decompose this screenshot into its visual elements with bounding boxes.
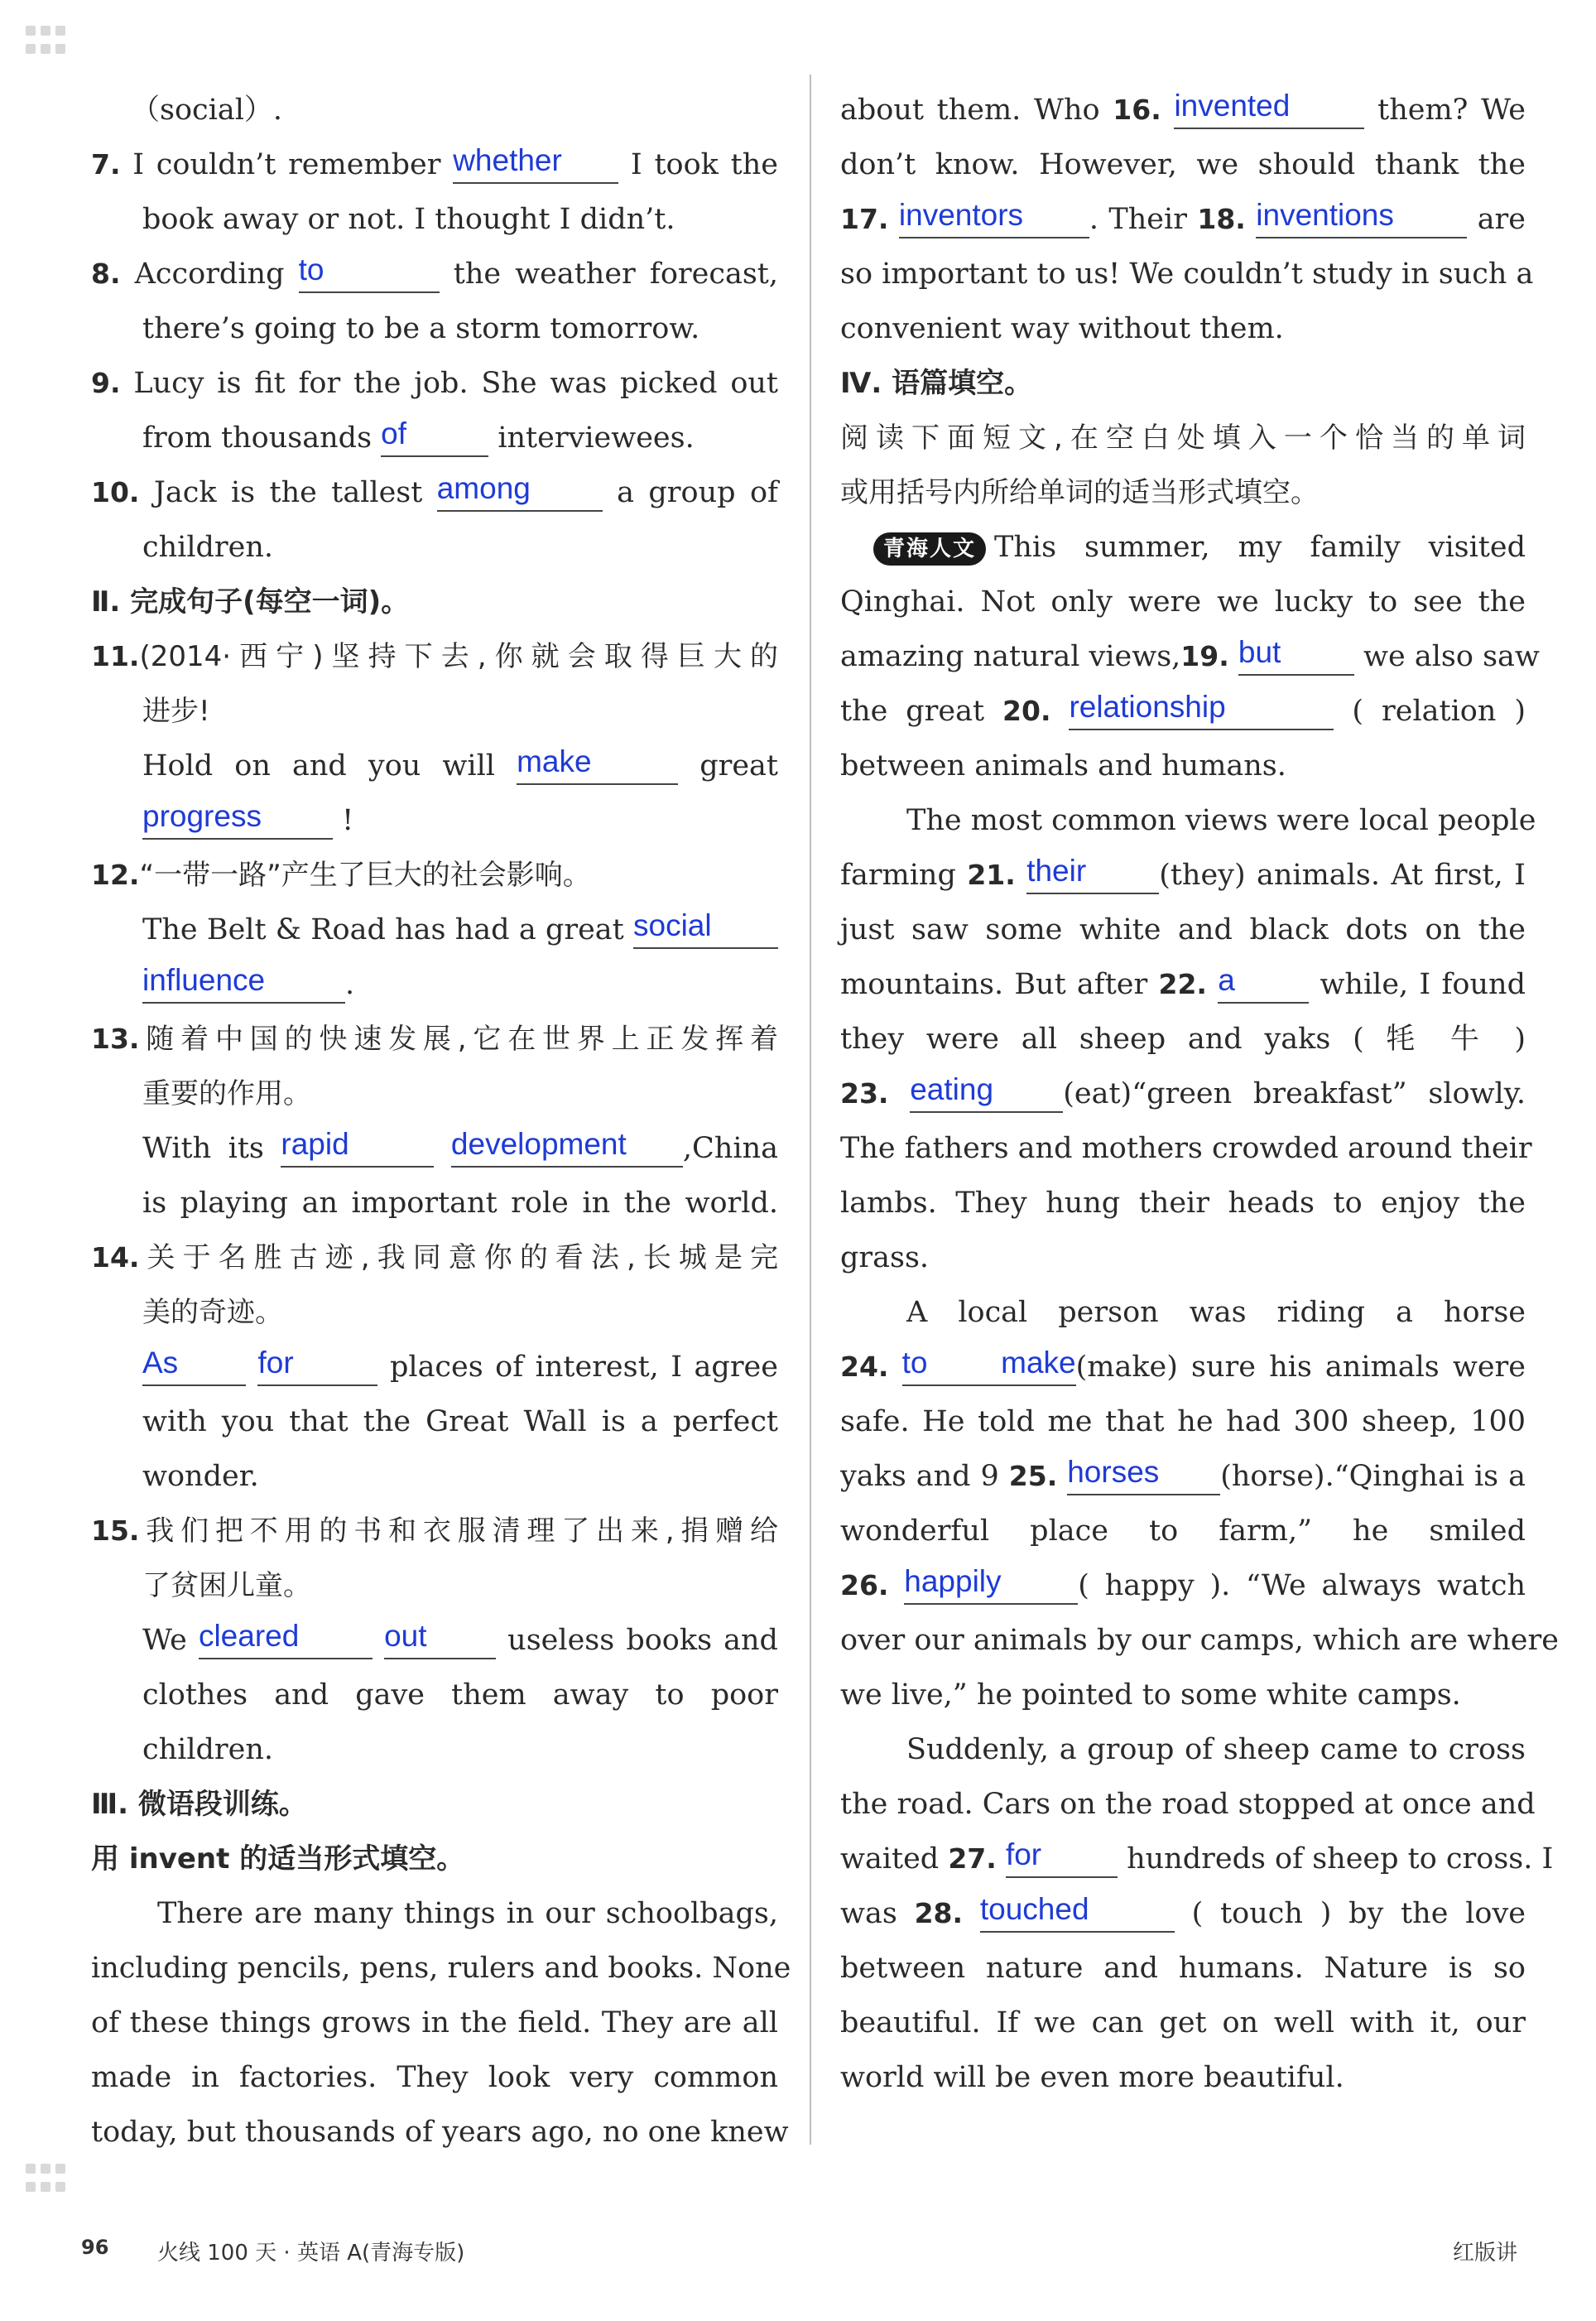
text-span: I couldn’t remember: [132, 148, 441, 181]
section-instruction-4: 阅读下面短文,在空白处填入一个恰当的单词: [840, 421, 1526, 455]
text-span: !: [342, 804, 354, 837]
text-line: wonderful place to farm,” he smiled: [840, 1514, 1526, 1548]
answer-blank: [904, 1563, 1078, 1605]
text-span: ( touch ) by the love: [1191, 1897, 1526, 1930]
answer-text: eating: [910, 1072, 994, 1106]
text-line: [840, 1832, 1554, 1886]
text-line: [840, 83, 1526, 137]
text-span: [41, 2164, 50, 2174]
text-span: 16.: [1113, 94, 1161, 126]
text-span: 19.: [1180, 640, 1229, 672]
text-span: 18.: [1197, 203, 1246, 235]
text-line: （social）.: [131, 94, 283, 127]
section-instruction-3: 用 invent 的适当形式填空。: [91, 1842, 465, 1876]
answer-blank: [1026, 853, 1159, 894]
text-line: beautiful. If we can get on well with it, our: [840, 2006, 1526, 2039]
text-span: waited: [840, 1842, 940, 1876]
answer-text: As: [142, 1346, 179, 1380]
answer-text: of: [381, 417, 407, 450]
text-span: ( relation ): [1352, 695, 1526, 728]
text-line: [91, 793, 778, 848]
section-instruction-4: 或用括号内所给单词的适当形式填空。: [840, 476, 1319, 509]
text-span: (horse).“Qinghai is a: [1220, 1460, 1526, 1493]
text-span: 25.: [1008, 1460, 1058, 1492]
text-span: 20.: [1002, 695, 1051, 727]
answer-blank: [453, 142, 618, 184]
answer-text: for: [1005, 1837, 1042, 1871]
text-span: from thousands: [142, 421, 373, 455]
text-span: 13.: [91, 1023, 140, 1055]
question-14: [91, 1230, 778, 1285]
text-line: they were all sheep and yaks ( 牦 牛 ): [840, 1023, 1526, 1056]
book-title: 火线 100 天 · 英语 A(青海专版): [157, 2241, 465, 2266]
text-span: amazing natural views,: [840, 640, 1181, 673]
text-line: [840, 1558, 1526, 1613]
answer-blank: [142, 798, 333, 840]
paragraph-line: today, but thousands of years ago, no one knew: [91, 2116, 789, 2149]
answer-blank: [902, 1345, 1076, 1386]
paragraph-line: made in factories. They look very common: [91, 2061, 778, 2094]
text-span: Hold on and you will: [142, 749, 495, 782]
text-span: 27.: [948, 1842, 997, 1875]
text-span: [26, 26, 36, 36]
text-span: places of interest, I agree: [389, 1351, 778, 1384]
text-line: [840, 1449, 1526, 1504]
text-span: hundreds of sheep to cross. I: [1127, 1842, 1554, 1876]
corner-decoration-bottom: [23, 2161, 73, 2198]
answer-blank: [142, 962, 345, 1004]
answer-text: their: [1026, 854, 1087, 888]
text-span: I took the: [630, 148, 778, 181]
text-span: 9.: [91, 367, 121, 399]
text-span: 24.: [840, 1351, 889, 1383]
text-span: [55, 26, 65, 36]
text-span: [26, 2182, 36, 2192]
text-line: we live,” he pointed to some white camps.: [840, 1678, 1461, 1712]
text-span: 15.: [91, 1514, 140, 1547]
text-line: between nature and humans. Nature is so: [840, 1952, 1526, 1985]
text-line: The fathers and mothers crowded around their: [840, 1132, 1532, 1165]
answer-text: invented: [1174, 89, 1291, 123]
text-span: 22.: [1158, 968, 1207, 1000]
section-heading-2: Ⅱ. 完成句子(每空一词)。: [91, 585, 410, 619]
answer-text: touched: [979, 1892, 1089, 1926]
text-span: 23.: [840, 1077, 889, 1110]
answer-blank: [899, 197, 1089, 238]
answer-text: progress: [142, 799, 262, 833]
left-column: [91, 83, 791, 2160]
text-span: .: [345, 968, 355, 1001]
text-line: between animals and humans.: [840, 749, 1286, 782]
answer-text: out: [384, 1619, 427, 1653]
answer-text: inventions: [1256, 198, 1394, 232]
answer-blank: [1069, 689, 1334, 730]
text-line: grass.: [840, 1241, 930, 1274]
text-span: [55, 44, 65, 54]
answer-text: to: [298, 253, 324, 287]
answer-text: but: [1238, 635, 1281, 669]
text-span: We: [142, 1624, 187, 1657]
question-10: [91, 465, 778, 520]
text-line: children.: [142, 1733, 274, 1766]
text-line: [840, 957, 1526, 1012]
text-span: With its: [142, 1132, 264, 1165]
question-7: [91, 137, 778, 192]
text-span: Lucy is fit for the job. She was picked out: [133, 367, 778, 400]
answer-text: influence: [142, 963, 266, 997]
text-span: the great: [840, 695, 985, 728]
text-span: [55, 2164, 65, 2174]
answer-blank: [980, 1891, 1175, 1933]
right-column: [840, 83, 1559, 2105]
answer-blank: [1067, 1454, 1220, 1495]
text-span: yaks and 9: [840, 1460, 999, 1493]
text-span: [41, 44, 50, 54]
answer-blank: [1218, 962, 1309, 1004]
text-span: 10.: [91, 476, 140, 508]
question-12: [91, 848, 778, 903]
text-span: about them. Who: [840, 94, 1100, 127]
text-span: Jack is the tallest: [153, 476, 423, 509]
answer-blank: [451, 1126, 683, 1168]
text-span: are: [1477, 203, 1526, 236]
text-span: [41, 26, 50, 36]
text-line: [91, 957, 778, 1012]
text-span: the weather forecast,: [453, 258, 778, 291]
text-span: 26.: [840, 1569, 889, 1601]
text-line: safe. He told me that he had 300 sheep, 100: [840, 1405, 1526, 1438]
answer-blank: [1256, 197, 1467, 238]
text-line: wonder.: [142, 1460, 259, 1493]
corner-decoration-top: [23, 23, 73, 60]
text-span: [26, 2164, 36, 2174]
text-span: [41, 2182, 50, 2192]
answer-blank: [257, 1345, 377, 1386]
page-number: 96: [81, 2236, 109, 2259]
answer-blank: [199, 1618, 373, 1659]
text-span: According: [134, 258, 285, 291]
text-line: so important to us! We couldn’t study in such a: [840, 258, 1534, 291]
text-span: 21.: [967, 859, 1016, 891]
paragraph-line: There are many things in our schoolbags,: [157, 1897, 778, 1930]
text-span: (2014·西宁)坚持下去,你就会取得巨大的: [139, 640, 778, 673]
paragraph-line: including pencils, pens, rulers and books. None: [91, 1952, 791, 1985]
text-line: 了贫困儿童。: [142, 1569, 311, 1602]
qinghai-culture-badge: 青海人文: [873, 532, 986, 566]
text-line: don’t know. However, we should thank the: [840, 148, 1526, 181]
text-span: 随着中国的快速发展,它在世界上正发挥着: [139, 1023, 778, 1056]
text-line: there’s going to be a storm tomorrow.: [142, 312, 700, 345]
text-line: A local person was riding a horse: [906, 1296, 1526, 1329]
text-span: “一带一路”产生了巨大的社会影响。: [139, 859, 591, 892]
text-line: book away or not. I thought I didn’t.: [142, 203, 675, 236]
text-span: 8.: [91, 258, 121, 290]
answer-text: inventors: [898, 198, 1024, 232]
text-line: clothes and gave them away to poor: [142, 1678, 778, 1712]
text-line: [91, 1613, 778, 1668]
answer-blank: [299, 252, 440, 293]
text-line: Suddenly, a group of sheep came to cross: [906, 1733, 1526, 1766]
paragraph-line: of these things grows in the field. They are all: [91, 2006, 778, 2039]
text-span: them? We: [1377, 94, 1526, 127]
text-line: [840, 1340, 1526, 1394]
text-span: 我们把不用的书和衣服清理了出来,捐赠给: [139, 1514, 778, 1548]
answer-blank: [381, 416, 488, 457]
text-span: (they) animals. At first, I: [1159, 859, 1526, 892]
text-line: 美的奇迹。: [142, 1296, 283, 1329]
answer-text: a: [1218, 963, 1235, 997]
text-span: 28.: [914, 1897, 964, 1929]
column-divider: [810, 75, 811, 2145]
text-line: Qinghai. Not only were we lucky to see the: [840, 585, 1526, 619]
answer-blank: [1174, 88, 1364, 129]
text-line: [91, 903, 778, 957]
answer-blank: [437, 470, 603, 512]
text-line: children.: [142, 531, 274, 564]
text-span: [26, 44, 36, 54]
question-15: [91, 1504, 778, 1558]
answer-blank: [517, 744, 678, 785]
text-line: [840, 1886, 1526, 1941]
text-line: with you that the Great Wall is a perfect: [142, 1405, 778, 1438]
text-span: ,China: [682, 1132, 778, 1165]
text-line: [840, 1067, 1526, 1121]
text-line: [840, 520, 1526, 575]
text-span: great: [699, 749, 778, 782]
text-span: useless books and: [507, 1624, 778, 1657]
text-span: . Their: [1089, 203, 1187, 236]
text-line: 进步!: [142, 695, 210, 728]
answer-text: to make: [901, 1346, 1076, 1380]
text-span: This summer, my family visited: [994, 531, 1526, 564]
question-13: [91, 1012, 778, 1067]
answer-text: relationship: [1069, 690, 1226, 724]
answer-blank: [633, 908, 778, 949]
answer-blank: [910, 1071, 1063, 1113]
answer-blank: [384, 1618, 496, 1659]
edition-label: 红版讲: [1453, 2241, 1518, 2266]
text-span: (make) sure his animals were: [1075, 1351, 1526, 1384]
text-line: 重要的作用。: [142, 1077, 311, 1110]
text-line: [840, 684, 1526, 739]
text-span: 14.: [91, 1241, 140, 1274]
text-line: is playing an important role in the world.: [142, 1187, 778, 1220]
text-line: [91, 1121, 778, 1176]
text-span: ( happy ). “We always watch: [1078, 1569, 1526, 1602]
text-line: [840, 848, 1526, 903]
text-span: while, I found: [1320, 968, 1526, 1001]
text-span: 7.: [91, 148, 121, 181]
text-span: we also saw: [1363, 640, 1540, 673]
answer-blank: [281, 1126, 434, 1168]
answer-blank: [1006, 1837, 1118, 1878]
section-heading-4: Ⅳ. 语篇填空。: [840, 367, 1033, 400]
text-line: world will be even more beautiful.: [840, 2061, 1344, 2094]
text-line: [840, 629, 1540, 684]
answer-text: among: [436, 471, 531, 505]
text-line: lambs. They hung their heads to enjoy the: [840, 1187, 1526, 1220]
text-span: [55, 2182, 65, 2192]
answer-text: development: [450, 1127, 627, 1161]
text-line: [840, 192, 1526, 247]
answer-text: cleared: [198, 1619, 300, 1653]
text-span: (eat)“green breakfast” slowly.: [1063, 1077, 1526, 1110]
text-line: convenient way without them.: [840, 312, 1284, 345]
text-span: was: [840, 1897, 897, 1930]
text-line: over our animals by our camps, which are where: [840, 1624, 1559, 1657]
text-line: [91, 739, 778, 793]
text-line: The most common views were local people: [906, 804, 1536, 837]
text-line: the road. Cars on the road stopped at once and: [840, 1788, 1536, 1821]
answer-text: social: [633, 908, 712, 942]
answer-text: whether: [453, 143, 562, 177]
text-span: 12.: [91, 859, 140, 891]
answer-blank: [142, 1345, 246, 1386]
text-span: 17.: [840, 203, 889, 235]
answer-text: happily: [904, 1564, 1002, 1598]
section-heading-3: Ⅲ. 微语段训练。: [91, 1788, 307, 1821]
text-span: mountains. But after: [840, 968, 1148, 1001]
text-span: The Belt & Road has had a great: [142, 913, 624, 946]
text-span: 11.: [91, 640, 140, 672]
text-line: just saw some white and black dots on the: [840, 913, 1526, 946]
text-line: [91, 411, 778, 465]
answer-blank: [1238, 634, 1354, 676]
text-span: farming: [840, 859, 956, 892]
question-9: [91, 356, 778, 411]
text-span: interviewees.: [498, 421, 695, 455]
text-line: [91, 1340, 778, 1394]
text-span: a group of: [617, 476, 778, 509]
answer-text: make: [517, 744, 592, 778]
text-span: 关于名胜古迹,我同意你的看法,长城是完: [139, 1241, 778, 1274]
question-11: [91, 629, 778, 684]
question-8: [91, 247, 778, 301]
answer-text: for: [257, 1346, 294, 1380]
answer-text: rapid: [281, 1127, 349, 1161]
answer-text: horses: [1067, 1455, 1160, 1489]
